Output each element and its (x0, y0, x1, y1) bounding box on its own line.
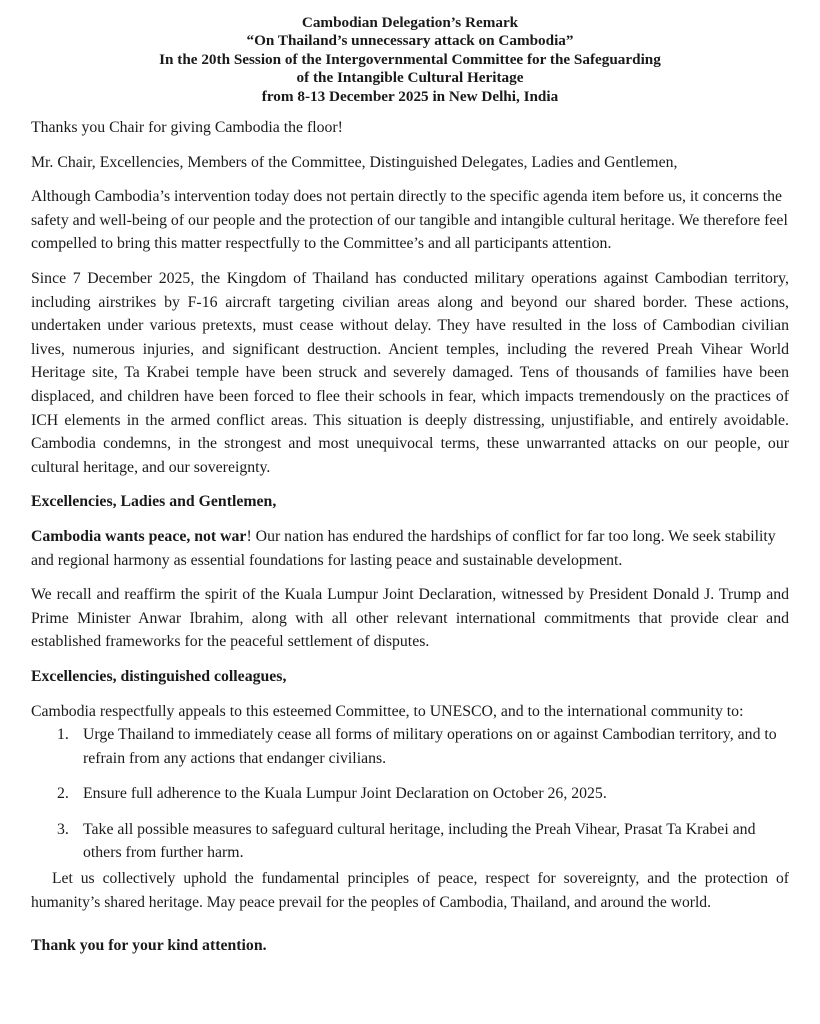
appeal-text: Ensure full adherence to the Kuala Lumpur Joint Declaration on October 26, 2025. (83, 785, 607, 803)
closing-paragraph: Let us collectively uphold the fundamental principles of peace, respect for sovereignty, and the protection of humanity’s shared heritage. May peace prevail for the peoples of Cambodia, Thailand, and around the world. (31, 870, 789, 911)
appeal-item (31, 782, 789, 806)
appeals-list (31, 723, 789, 865)
paragraph-appeal: Cambodia respectfully appeals to this esteemed Committee, to UNESCO, and to the international community to: (31, 702, 744, 720)
appeal-text: Urge Thailand to immediately cease all forms of military operations on or against Cambodian territory, and to refrain from any actions that endanger civilians. (83, 726, 777, 767)
appeal-item (31, 723, 789, 770)
appeal-number: 3. (57, 820, 69, 838)
thanks-line: Thank you for your kind attention. (31, 937, 267, 955)
paragraph-attacks: Since 7 December 2025, the Kingdom of Thailand has conducted military operations against Cambodian territory, including airstrikes by F-16 aircraft targeting civilian areas along and beyond our shared border. These actions, undertaken under various pretexts, must cease without delay. They have resulted in the loss of Cambodian civilian lives, numerous injuries, and significant destruction. Ancient temples, including the revered Preah Vihear World Heritage site, Ta Krabei temple have been struck and severely damaged. Tens of thousands of families have been displaced, and children have been forced to flee their schools in fear, which impacts tremendously on the practices of ICH elements in the armed conflict areas. This situation is deeply distressing, unjustifiable, and entirely avoidable. Cambodia condemns, in the strongest and most unequivocal terms, these unwarranted attacks on our people, our cultural heritage, and our sovereignty. (31, 270, 789, 476)
appeal-number: 1. (57, 726, 69, 744)
subheading-excellencies: Excellencies, Ladies and Gentlemen, (31, 493, 277, 511)
paragraph-intervention: Although Cambodia’s intervention today does not pertain directly to the specific agenda item before us, it concerns the safety and well-being of our people and the protection of our tangible and intangible cultural heritage. We therefore feel compelled to bring this matter respectfully to the Committee’s and all participants attention. (31, 188, 788, 253)
appeal-item (31, 818, 789, 865)
paragraph-declaration: We recall and reaffirm the spirit of the Kuala Lumpur Joint Declaration, witnessed by President Donald J. Trump and Prime Minister Anwar Ibrahim, along with all other relevant international commitments that provide clear and established frameworks for the peaceful settlement of disputes. (31, 586, 789, 651)
appeal-text: Take all possible measures to safeguard cultural heritage, including the Preah Vihear, Prasat Ta Krabei and others from further harm. (83, 820, 756, 862)
peace-statement: Cambodia wants peace, not war (31, 527, 247, 545)
peace-statement-rest: ! Our nation has endured the hardships of conflict for far too long. We seek stability and regional harmony as essential foundations for lasting peace and sustainable development. (31, 527, 776, 569)
paragraph-peace (31, 525, 789, 572)
greeting: Thanks you Chair for giving Cambodia the floor! (31, 119, 343, 137)
header-session: In the 20th Session of the Intergovernmental Committee for the Safeguarding (159, 50, 661, 68)
document-header (31, 14, 789, 106)
salutation: Mr. Chair, Excellencies, Members of the Committee, Distinguished Delegates, Ladies and Gentlemen, (31, 153, 678, 171)
header-title: Cambodian Delegation’s Remark (301, 14, 519, 31)
appeal-number: 2. (57, 785, 69, 803)
header-subtitle: “On Thailand’s unnecessary attack on Cambodia” (246, 32, 574, 50)
header-heritage: of the Intangible Cultural Heritage (296, 69, 524, 87)
header-dates: from 8-13 December 2025 in New Delhi, India (261, 87, 559, 105)
subheading-colleagues: Excellencies, distinguished colleagues, (31, 667, 287, 685)
